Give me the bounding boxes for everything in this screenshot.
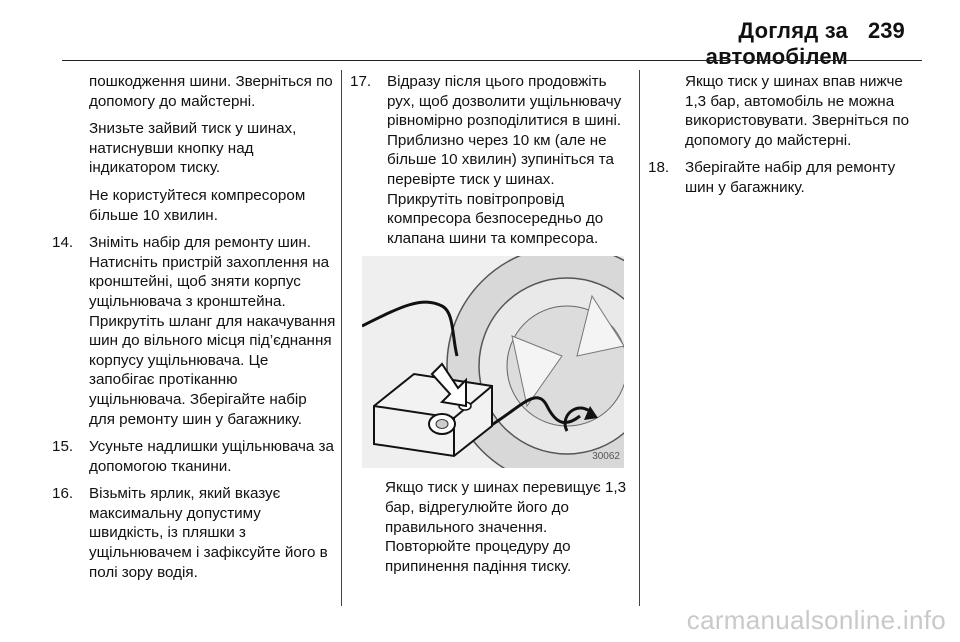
paragraph: пошкодження шини. Зверніться по допомогу до майстерні.	[89, 73, 333, 110]
list-item-text: Зніміть набір для ремонту шин. Натисніть пристрій захоплення на кронштейні, щоб зняти корпус ущільнювача з кронштейна. Прикрутіть шланг для накачування шин до вільного місця під’єднання корпусу ущільнювача. Це запобігає протіканню ущільнювача. Зберігайте набір для ремонту шин у багажнику.	[89, 234, 336, 428]
column-3	[648, 72, 926, 206]
list-item-number: 17.	[350, 73, 372, 90]
list-item-number: 15.	[52, 438, 74, 456]
list-item	[52, 484, 336, 582]
column-divider-2	[639, 70, 640, 606]
list-item-text: Зберігайте набір для ремонту шин у багажнику.	[685, 159, 896, 196]
compressor-tyre-drawing	[362, 256, 624, 468]
list-item	[52, 233, 336, 429]
list-item	[350, 72, 628, 248]
compressor-illustration	[362, 256, 624, 468]
figure-code: 30062	[592, 450, 620, 462]
watermark: carmanualsonline.info	[686, 605, 946, 635]
list-item-text: Візьміть ярлик, який вказує максимальну допустиму швидкість, із пляшки з ущільнювачем і зафіксуйте його в полі зору водія.	[89, 485, 328, 581]
list-item-text: Усуньте надлишки ущільнювача за допомогою тканини.	[89, 438, 334, 475]
figure-caption: Якщо тиск у шинах перевищує 1,3 бар, відрегулюйте його до правильного значення. Повторюйте процедуру до припинення падіння тиску.	[385, 479, 627, 575]
list-item	[648, 158, 926, 197]
page-number: 239	[868, 18, 905, 43]
list-item-text: Відразу після цього продовжіть рух, щоб дозволити ущільнювачу рівномірно розподілитися в шині. Приблизно через 10 км (але не більше 10 хвилин) зупиніться та перевірте тиск у шинах. Прикрутіть повітропровід компресора безпосередньо до клапана шини та компресора.	[387, 73, 622, 247]
paragraph: Якщо тиск у шинах впав нижче 1,3 бар, автомобіль не можна використовувати. Зверніться по допомогу до майстерні.	[685, 73, 910, 149]
paragraph: Не користуйтеся компресором більше 10 хвилин.	[89, 186, 306, 224]
list-item-number: 16.	[52, 485, 74, 503]
header-rule	[62, 60, 922, 61]
column-2	[350, 72, 628, 576]
page-title: Догляд за автомобілем	[705, 18, 848, 69]
paragraph: Знизьте зайвий тиск у шинах, натиснувши кнопку над індикатором тиску.	[89, 120, 297, 177]
column-divider-1	[341, 70, 342, 606]
list-item-number: 14.	[52, 234, 74, 252]
column-1	[52, 72, 336, 590]
list-item-number: 18.	[648, 159, 670, 177]
list-item	[52, 437, 336, 476]
